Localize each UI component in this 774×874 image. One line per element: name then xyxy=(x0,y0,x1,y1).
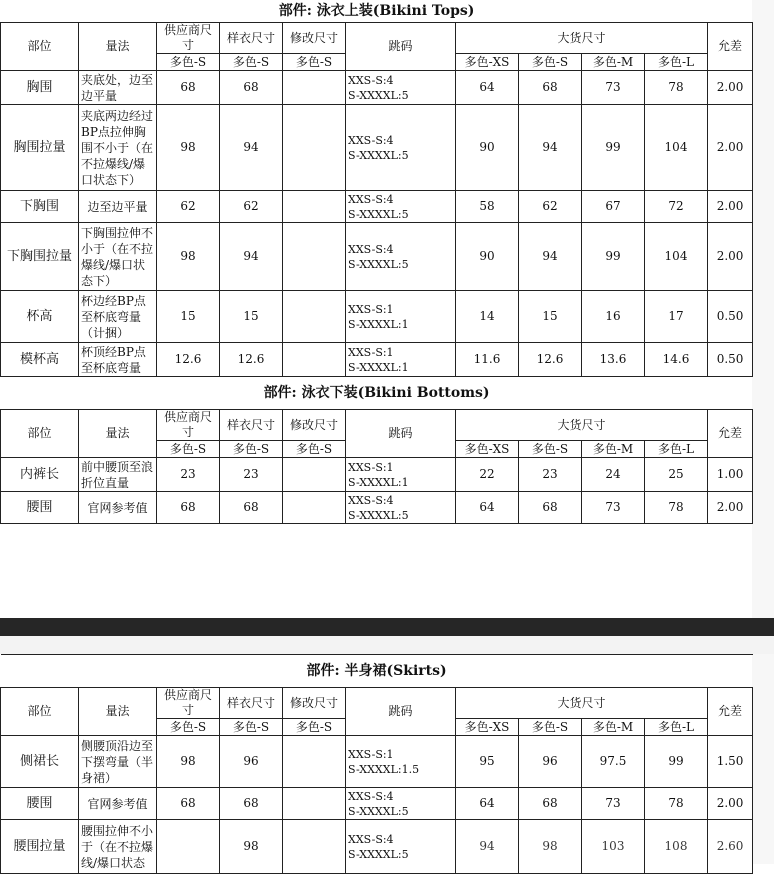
section-title-bottoms: 部件: 泳衣下装(Bikini Bottoms) xyxy=(1,377,753,410)
table-row: 腰围 官网参考值 68 68 XXS-S:4 S-XXXXL:5 64 68 73 78 2.00 xyxy=(1,788,753,820)
header-color-xs: 多色-XS xyxy=(456,719,519,736)
header-color-s: 多色-S xyxy=(283,441,346,458)
table-row: 杯高 杯边经BP点至杯底弯量（计捆） 15 15 XXS-S:1 S-XXXXL:1 14 15 16 17 0.50 xyxy=(1,291,753,343)
section-title-tops: 部件: 泳衣上装(Bikini Tops) xyxy=(1,0,753,23)
header-part: 部位 xyxy=(1,688,79,736)
page-gap xyxy=(0,636,774,654)
page-right-margin xyxy=(752,0,774,864)
header-part: 部位 xyxy=(1,23,79,71)
header-sample: 样衣尺寸 xyxy=(220,688,283,719)
header-method: 量法 xyxy=(79,23,157,71)
header-tolerance: 允差 xyxy=(708,23,753,71)
header-supplier: 供应商尺寸 xyxy=(157,410,220,441)
table-row: 侧裙长 侧腰顶沿边至下摆弯量（半身裙） 98 96 XXS-S:1 S-XXXXL:1.5 95 96 97.5 99 1.50 xyxy=(1,736,753,788)
header-color-m: 多色-M xyxy=(582,719,645,736)
header-modify: 修改尺寸 xyxy=(283,23,346,54)
table-row: 腰围 官网参考值 68 68 XXS-S:4 S-XXXXL:5 64 68 73 78 2.00 xyxy=(1,492,753,524)
header-method: 量法 xyxy=(79,688,157,736)
header-color-s: 多色-S xyxy=(157,719,220,736)
header-supplier: 供应商尺寸 xyxy=(157,688,220,719)
page-separator xyxy=(0,618,774,636)
header-color-s: 多色-S xyxy=(519,54,582,71)
header-supplier: 供应商尺寸 xyxy=(157,23,220,54)
header-color-s: 多色-S xyxy=(220,719,283,736)
header-color-s: 多色-S xyxy=(157,441,220,458)
header-bulk: 大货尺寸 xyxy=(456,688,708,719)
header-color-m: 多色-M xyxy=(582,54,645,71)
table-row: 下胸围拉量 下胸围拉伸不小于（在不拉爆线/爆口状态下） 98 94 XXS-S:4 S-XXXXL:5 90 94 99 104 2.00 xyxy=(1,223,753,291)
spec-sheet-page-2 xyxy=(0,654,752,874)
header-sample: 样衣尺寸 xyxy=(220,23,283,54)
header-color-l: 多色-L xyxy=(645,54,708,71)
header-color-s: 多色-S xyxy=(157,54,220,71)
header-color-s: 多色-S xyxy=(283,719,346,736)
header-grading: 跳码 xyxy=(346,688,456,736)
section-title-skirts: 部件: 半身裙(Skirts) xyxy=(1,655,753,688)
header-modify: 修改尺寸 xyxy=(283,688,346,719)
header-part: 部位 xyxy=(1,410,79,458)
header-modify: 修改尺寸 xyxy=(283,410,346,441)
header-color-m: 多色-M xyxy=(582,441,645,458)
header-bulk: 大货尺寸 xyxy=(456,410,708,441)
table-row: 下胸围 边至边平量 62 62 XXS-S:4 S-XXXXL:5 58 62 67 72 2.00 xyxy=(1,191,753,223)
header-color-l: 多色-L xyxy=(645,441,708,458)
header-tolerance: 允差 xyxy=(708,688,753,736)
table-row: 胸围 夹底处，边至边平量 68 68 XXS-S:4 S-XXXXL:5 64 68 73 78 2.00 xyxy=(1,71,753,105)
header-grading: 跳码 xyxy=(346,410,456,458)
header-color-s: 多色-S xyxy=(220,54,283,71)
skirts-table xyxy=(0,654,753,874)
header-color-l: 多色-L xyxy=(645,719,708,736)
header-grading: 跳码 xyxy=(346,23,456,71)
table-row: 内裤长 前中腰顶至浪折位直量 23 23 XXS-S:1 S-XXXXL:1 22 23 24 25 1.00 xyxy=(1,458,753,492)
header-sample: 样衣尺寸 xyxy=(220,410,283,441)
header-bulk: 大货尺寸 xyxy=(456,23,708,54)
header-method: 量法 xyxy=(79,410,157,458)
header-color-s: 多色-S xyxy=(519,719,582,736)
header-color-s: 多色-S xyxy=(220,441,283,458)
table-row: 腰围拉量 腰围拉伸不小于（在不拉爆线/爆口状态 98 XXS-S:4 S-XXXXL:5 94 98 103 108 2.60 xyxy=(1,820,753,874)
header-color-xs: 多色-XS xyxy=(456,54,519,71)
header-color-s: 多色-S xyxy=(283,54,346,71)
header-color-s: 多色-S xyxy=(519,441,582,458)
table-row: 胸围拉量 夹底两边经过BP点拉伸胸围不小于（在不拉爆线/爆口状态下） 98 94 XXS-S:4 S-XXXXL:5 90 94 99 104 2.00 xyxy=(1,105,753,191)
table-row: 模杯高 杯顶经BP点至杯底弯量 12.6 12.6 XXS-S:1 S-XXXXL:1 11.6 12.6 13.6 14.6 0.50 xyxy=(1,343,753,377)
header-color-xs: 多色-XS xyxy=(456,441,519,458)
header-tolerance: 允差 xyxy=(708,410,753,458)
